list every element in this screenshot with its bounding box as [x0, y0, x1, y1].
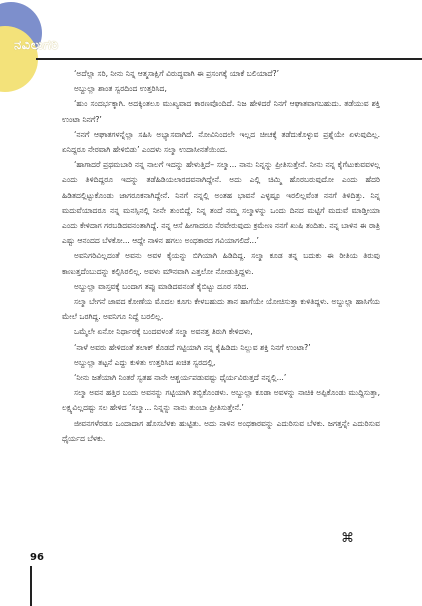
- paragraph: ಅವನಿಗರಿವಿಲ್ಲದಂತೆ ಅವನು ಅವಳ ಕೈಯನ್ನು ಬಿಗಿಯಾಗಿ ಹಿಡಿದಿದ್ದ. ಸಲ್ಮಾ ಕೂಡ ತನ್ನ ಬದುಕು ಈ ರೀತಿಯ ತಿರುವು ಕಾಣುತ್ತದೆಂಬುದನ್ನು ಕಲ್ಪಿಸಿರಲಿಲ್ಲ. ಅವಳು ಮೌನವಾಗಿ ಎತ್ತಲೋ ನೋಡುತ್ತಿದ್ದಳು.: [62, 251, 380, 276]
- paragraph: ‘ನಾಳೆ ಅವರು ಹೇಳಿದಂತೆ ತಲಾಕ್ ಕೊಡದೆ ಗಟ್ಟಿಯಾಗಿ ನನ್ನ ಕೈಹಿಡಿದು ನಿಲ್ಲುವ ಶಕ್ತಿ ನಿನಗೆ ಉಂಟಾ?’: [74, 342, 311, 352]
- paragraph: ‘ನೀನು ಜತೆಯಾಗಿ ನಿಂತರೆ ಸ್ವತಹ ನಾನೇ ಆಶ್ಚರ್ಯಪಡುವಷ್ಟು ಧೈರ್ಯವಿರುತ್ತದೆ ನನ್ನಲ್ಲಿ...’: [74, 373, 287, 383]
- paragraph: ಜೀವನಗಳೆರಡೂ ಒಂದಾದಾಗ ಹೊಸಬೆಳಕು ಹುಟ್ಟಿತು. ಅದು ನಾಳಿನ ಅಂಧಕಾರವನ್ನು ಎದುರಿಸುವ ಬೆಳಕು. ಜಗತ್ತನ್ನೇ ಎದುರಿಸುವ ಧೈರ್ಯದ ಬೆಳಕು.: [62, 418, 380, 443]
- paragraph: ಅಬ್ದುಲ್ಲಾ ತಟ್ಟನೆ ಎದ್ದು ಕುಳಿತು ಉತ್ತರಿಸಿದ ಖಚಿತ ಸ್ವರದಲ್ಲಿ,: [74, 357, 216, 367]
- paragraph: ‘ಅದೆಲ್ಲಾ ಸರಿ, ನೀನು ನಿನ್ನ ಆತ್ಮಸಾಕ್ಷಿಗೆ ವಿರುದ್ಧವಾಗಿ ಈ ಪ್ರಸಂಗಕ್ಕೆ ಯಾಕೆ ಬಲಿಯಾದೆ?’: [74, 69, 280, 78]
- paragraph: ಅಬ್ದುಲ್ಲಾ ವಾಸ್ತವಕ್ಕೆ ಬಂದಾಗ ತಪ್ಪು ಮಾಡಿದವನಂತೆ ಕೈಬಿಟ್ಟು ದೂರ ಸರಿದ.: [74, 281, 249, 291]
- body-text: [62, 66, 380, 446]
- paragraph: ‘ನನಗೆ ಆಘಾತಗಳನ್ನೆಲ್ಲಾ ಸಹಿಸಿ ಅಭ್ಯಾಸವಾಗಿದೆ. ನೋವಿನಿಂದಲೇ ಇಲ್ಲದ ಚೀಚಕ್ಕೆ ತಡೆದುಕೊಳ್ಳುವ ಪ್ರಶ್ನೆಯೇ ಏಳುವುದಿಲ್ಲ. ಏನಿದ್ದರೂ ನೇರವಾಗಿ ಹೇಳಿಬಿಡು’ ಎಂದಳು ಸಲ್ಮಾ ಉದಾಸೀನತೆಯಿಂದ.: [62, 129, 380, 155]
- footer-rule: [30, 566, 32, 606]
- paragraph: ‘ಹಾಗಾದರೆ ಪ್ರಥಮಬಾರಿ ನನ್ನ ನಾಲಗೆ ಇದನ್ನು ಹೇಳುತ್ತಿದೆ– ಸಲ್ಮಾ... ನಾನು ನಿನ್ನನ್ನು ಪ್ರೀತಿಸುತ್ತೇನೆ. ನೀನು ನನ್ನ ಕೈಗೆಟುಕುವವಳಲ್ಲ ಎಂದು ತಿಳಿದಿದ್ದರೂ ಇದನ್ನು ತಡೆಹಿಡಿಯಲಾರದವನಾಗಿದ್ದೇನೆ. ಅದು ಎಲ್ಲಿ ಚಿಮ್ಮಿ ಹೊರಬರುವುದೋ ಎಂದು ಹೆದರಿ ಹಿಡಿತದಲ್ಲಿಟ್ಟುಕೊಂಡು ಜಾಗರೂಕನಾಗಿದ್ದೇನೆ. ನಿನಗೆ ನನ್ನಲ್ಲಿ ಅಂತಹ ಭಾವನೆ ಎಳ್ಳಷ್ಟೂ ಇರಲಿಲ್ಲವೆಂತ ನನಗೆ ತಿಳಿದಿತ್ತು. ನಿನ್ನ ಮದುವೆಯಾದರೂ ನನ್ನ ಮನಸ್ಸಿನಲ್ಲಿ ನೀನೇ ತುಂಬಿದ್ದೆ. ನಿನ್ನ ತಂದೆ ನಮ್ಮ ಸಲ್ಮಾಳನ್ನು ಒಂದು ದಿನದ ಮಟ್ಟಿಗೆ ಮದುವೆ ಮಾಡ್ತೀಯಾ ಎಂದು ಕೇಳಿದಾಗ ಗರಬಡಿದವನಂತಾಗಿದ್ದೆ. ನನ್ನ ಆಸೆ ಹೀಗಾದರೂ ನೆರವೇರುವುದು ಕ್ರಮೇಣ ನನಗೆ ಖುಷಿ ತಂದಿತು. ನನ್ನ ಬಾಳಿನ ಈ ರಾತ್ರಿ ಎಷ್ಟು ಆನಂದದ ಬೆಳಕೋ... ಆದ್ದೇ ನಾಳಿನ ಹಗಲು ಅಂಧಕಾರದ ಗವಿಯಾಗಲಿದೆ...’: [62, 160, 380, 246]
- page-number: 96: [30, 552, 44, 563]
- running-header-title: ನವಿಲುಗರಿ: [14, 38, 59, 53]
- end-of-story-icon: ⌘: [341, 531, 354, 546]
- paragraph: ಒಮ್ಮೆಲೇ ಏನೋ ನಿರ್ಧಾರಕ್ಕೆ ಬಂದವಳಂತೆ ಸಲ್ಮಾ ಅವನತ್ತ ತಿರುಗಿ ಕೇಳಿದಳು,: [74, 327, 253, 337]
- paragraph: ಅಬ್ದುಲ್ಲಾ ಶಾಂತ ಸ್ವರದಿಂದ ಉತ್ತರಿಸಿದ,: [74, 84, 167, 94]
- paragraph: ‘ಹುಂ ಸಂದರ್ಭಕ್ಕಾಗಿ. ಅದಕ್ಕಿಂತಲೂ ಮುಖ್ಯವಾದ ಕಾರಣವೊಂದಿದೆ. ನಿಜ ಹೇಳಿದರೆ ನಿನಗೆ ಆಘಾತವಾಗಬಹುದು. ತಡೆಯುವ ಶಕ್ತಿ ಉಂಟಾ ನಿನಗೆ?’: [62, 99, 380, 124]
- paragraph: ಸಲ್ಮಾ ಬೇಗನೆ ಜಾವದ ಕೋಣೆಯ ಮೊದಲ ಕೂಗು ಕೇಳಬಹುದು ತಾನ ಹಾಗೆಯೇ ಯೋಚಿಸುತ್ತಾ ಕುಳಿತಿದ್ದಳು. ಅಬ್ದುಲ್ಲಾ ಹಾಸಿಗೆಯ ಮೇಲೆ ಒರಗಿದ್ದ. ಅವನಿಗೂ ನಿದ್ದೆ ಬರಲಿಲ್ಲ.: [62, 297, 380, 322]
- paragraph: ಸಲ್ಮಾ ಅವನ ಹತ್ತಿರ ಬಂದು ಅವನನ್ನು ಗಟ್ಟಿಯಾಗಿ ತಬ್ಬಿಕೊಂಡಳು. ಅಬ್ದುಲ್ಲಾ ಕೂಡಾ ಅವಳನ್ನು ನಾಚಿಕಿ ಅಪ್ಪಿಕೊಂಡು ಮುದ್ದಿಸುತ್ತಾ, ಲಕ್ಷ್ಯವಿಲ್ಲದಷ್ಟು ಸಲ ಹೇಳಿದ ‘ಸಲ್ಮಾ... ನಿನ್ನನ್ನು ನಾನು ತುಂಬಾ ಪ್ರೀತಿಸುತ್ತೇನೆ.’: [62, 388, 380, 413]
- header-rule: [36, 58, 422, 60]
